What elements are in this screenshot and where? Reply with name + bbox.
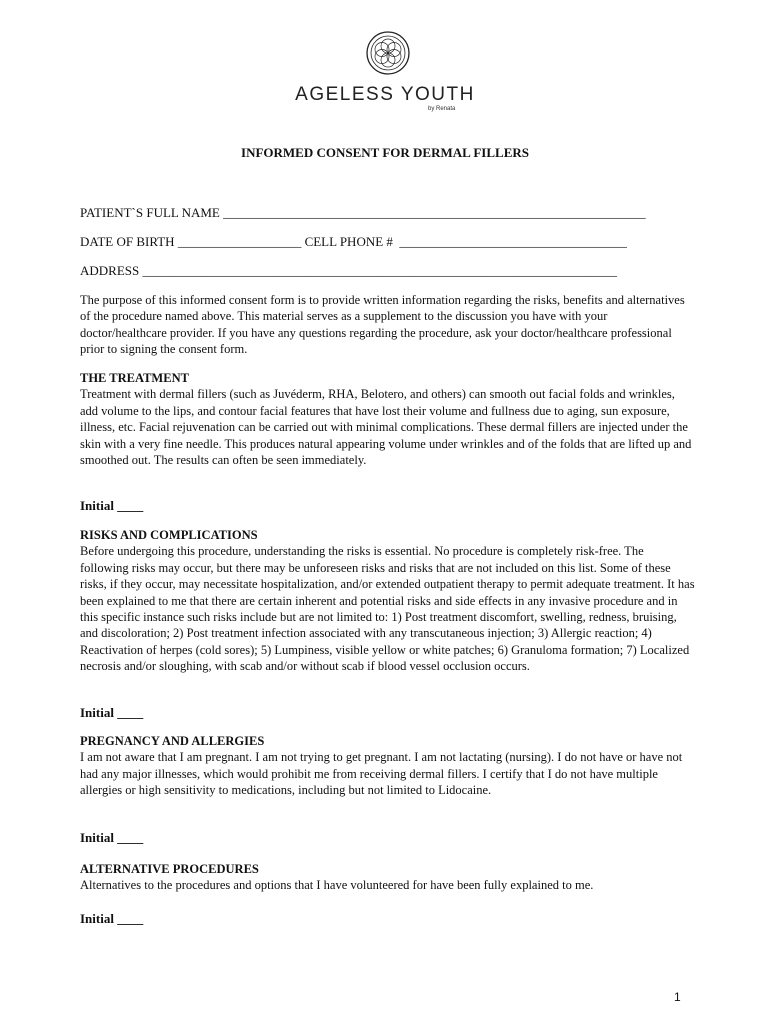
- dob-field[interactable]: DATE OF BIRTH ___________________: [80, 234, 302, 249]
- initial-field-pregnancy[interactable]: Initial ____: [80, 830, 144, 845]
- section-heading: ALTERNATIVE PROCEDURES: [80, 862, 259, 876]
- intro-paragraph: [80, 292, 695, 358]
- section-pregnancy: [80, 733, 695, 799]
- section-heading: RISKS AND COMPLICATIONS: [80, 528, 258, 542]
- address-label: ADDRESS: [80, 263, 140, 278]
- section-treatment: [80, 370, 695, 468]
- section-heading: THE TREATMENT: [80, 371, 189, 385]
- cell-phone-label: CELL PHONE #: [304, 234, 393, 249]
- document-title: INFORMED CONSENT FOR DERMAL FILLERS: [241, 145, 529, 160]
- initial-field-treatment[interactable]: Initial ____: [80, 498, 144, 513]
- section-body: Treatment with dermal fillers (such as Juvéderm, RHA, Belotero, and others) can smooth out facial folds and wrinkles, add volume to the lips, and contour facial features that have lost their volume and fullness due to aging, sun exposure, illness, etc. Facial rejuvenation can be carried out with minimal complications. These dermal fillers are injected under the skin with a very fine needle. This produces natural appearing volume under wrinkles and of the folds that are lifted up and smoothed out. The results can often be seen immediately.: [80, 387, 692, 468]
- dob-cell-row: [80, 234, 627, 250]
- patient-name-label: PATIENT`S FULL NAME: [80, 205, 220, 220]
- section-heading: PREGNANCY AND ALLERGIES: [80, 734, 265, 748]
- section-body: Before undergoing this procedure, understanding the risks is essential. No procedure is completely risk-free. The following risks may occur, but there may be unforeseen risks and risks that are not included on this list. Some of these risks, if they occur, may necessitate hospitalization, and/or extended outpatient therapy to permit adequate treatment. It has been explained to me that there are certain inherent and potential risks and side effects in any invasive procedure and in this specific instance such risks include but are not limited to: 1) Post treatment discomfort, swelling, redness, bruising, and discoloration; 2) Post treatment infection associated with any transcutaneous injection; 3) Allergic reaction; 4) Reactivation of herpes (cold sores); 5) Lumpiness, visible yellow or white patches; 6) Granuloma formation; 7) Localized necrosis and/or sloughing, with scab and/or without scab if blood vessel occlusion occurs.: [80, 544, 695, 674]
- initial-field-risks[interactable]: Initial ____: [80, 705, 144, 720]
- patient-name-field[interactable]: PATIENT`S FULL NAME _________________________________________________________________: [80, 205, 646, 220]
- dob-label: DATE OF BIRTH: [80, 234, 175, 249]
- brand-byline: by Renata: [428, 106, 456, 112]
- initial-field-alternatives[interactable]: Initial ____: [80, 911, 144, 926]
- intro-text: The purpose of this informed consent form is to provide written information regarding the risks, benefits and alternatives of the procedure named above. This material serves as a supplement to the discussion you have with your doctor/healthcare provider. If you have any questions regarding the procedure, ask your doctor/healthcare professional prior to signing the consent form.: [80, 293, 685, 357]
- section-risks: [80, 527, 695, 675]
- ageless-youth-logo: [365, 30, 411, 76]
- cell-phone-field[interactable]: CELL PHONE # ___________________________________: [304, 234, 627, 249]
- section-body: Alternatives to the procedures and options that I have volunteered for have been fully explained to me.: [80, 878, 594, 893]
- section-body: I am not aware that I am pregnant. I am not trying to get pregnant. I am not lactating (nursing). I do not have or have not had any major illnesses, which would prohibit me from receiving dermal fillers. I certify that I do not have multiple allergies or high sensitivity to medications, including but not limited to Lidocaine.: [80, 750, 683, 798]
- address-field[interactable]: ADDRESS _________________________________________________________________________: [80, 263, 617, 278]
- page-number: 1: [674, 990, 681, 1004]
- brand-name: AGELESS YOUTH: [295, 84, 475, 105]
- section-alternatives: [80, 861, 695, 894]
